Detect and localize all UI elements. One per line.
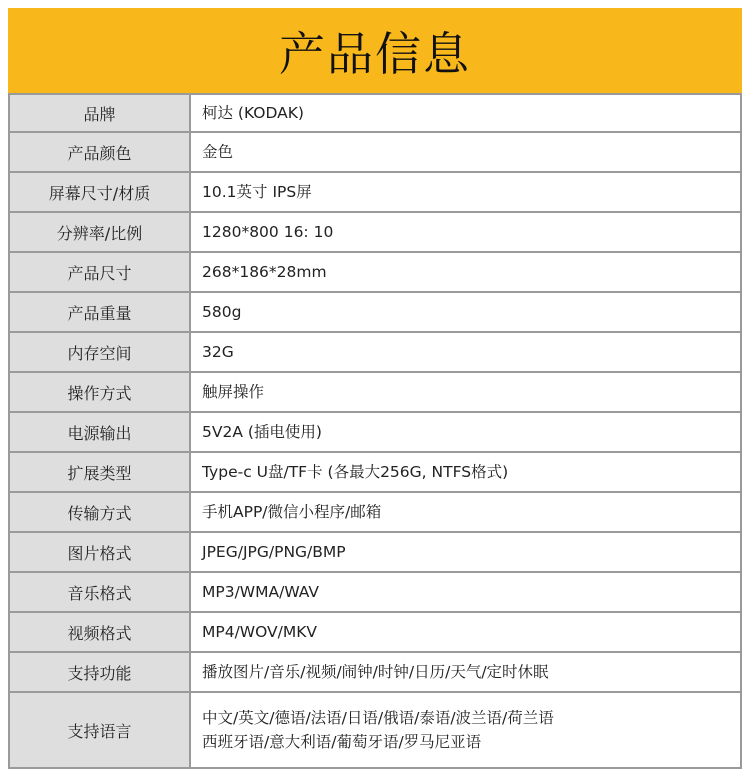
row-value [191,493,740,531]
row-value-line: 中文/英文/德语/法语/日语/俄语/泰语/波兰语/荷兰语 [202,709,554,727]
row-value-line: 580g [202,303,242,321]
table-row [10,93,740,133]
row-value-line: 5V2A (插电使用) [202,423,322,441]
row-value [191,413,740,451]
row-value [191,95,740,131]
table-row [10,613,740,653]
row-value-line: JPEG/JPG/PNG/BMP [202,543,346,561]
row-value-line: 金色 [202,143,234,161]
row-value [191,253,740,291]
page-title: 产品信息 [279,26,471,81]
row-value-line: 柯达 (KODAK) [202,104,304,122]
row-value [191,533,740,571]
table-row [10,173,740,213]
table-row [10,293,740,333]
table-row [10,133,740,173]
row-label: 视频格式 [10,613,191,651]
row-value-line: Type-c U盘/TF卡 (各最大256G, NTFS格式) [202,463,509,481]
row-label: 品牌 [10,95,191,131]
table-row [10,533,740,573]
row-value-line: 播放图片/音乐/视频/闹钟/时钟/日历/天气/定时休眠 [202,663,549,681]
row-value-line: 手机APP/微信小程序/邮箱 [202,503,382,521]
table-row [10,253,740,293]
table-row [10,413,740,453]
spec-table [8,93,742,769]
row-label: 传输方式 [10,493,191,531]
row-label: 分辨率/比例 [10,213,191,251]
table-row [10,373,740,413]
row-value-line: 32G [202,343,234,361]
row-label: 电源输出 [10,413,191,451]
table-row [10,453,740,493]
row-value [191,293,740,331]
row-label: 音乐格式 [10,573,191,611]
header-banner [8,8,742,93]
row-value-line: 10.1英寸 IPS屏 [202,183,312,201]
row-value [191,613,740,651]
row-label: 内存空间 [10,333,191,371]
row-label: 产品颜色 [10,133,191,171]
table-row [10,693,740,769]
row-label: 支持语言 [10,693,191,767]
row-label: 图片格式 [10,533,191,571]
table-row [10,493,740,533]
row-value-line: 西班牙语/意大利语/葡萄牙语/罗马尼亚语 [202,733,482,751]
table-row [10,333,740,373]
row-value [191,653,740,691]
table-row [10,653,740,693]
row-value-line: MP3/WMA/WAV [202,583,320,601]
row-value [191,693,740,767]
row-value-line: 1280*800 16: 10 [202,223,334,241]
row-value-line: MP4/WOV/MKV [202,623,318,641]
row-label: 支持功能 [10,653,191,691]
row-value [191,133,740,171]
table-row [10,213,740,253]
row-value-line: 268*186*28mm [202,263,327,281]
row-label: 屏幕尺寸/材质 [10,173,191,211]
row-value [191,453,740,491]
row-label: 操作方式 [10,373,191,411]
row-label: 扩展类型 [10,453,191,491]
row-value [191,333,740,371]
row-label: 产品重量 [10,293,191,331]
row-value [191,373,740,411]
row-value [191,213,740,251]
row-value-line: 触屏操作 [202,383,265,401]
row-label: 产品尺寸 [10,253,191,291]
row-value [191,173,740,211]
row-value [191,573,740,611]
table-row [10,573,740,613]
